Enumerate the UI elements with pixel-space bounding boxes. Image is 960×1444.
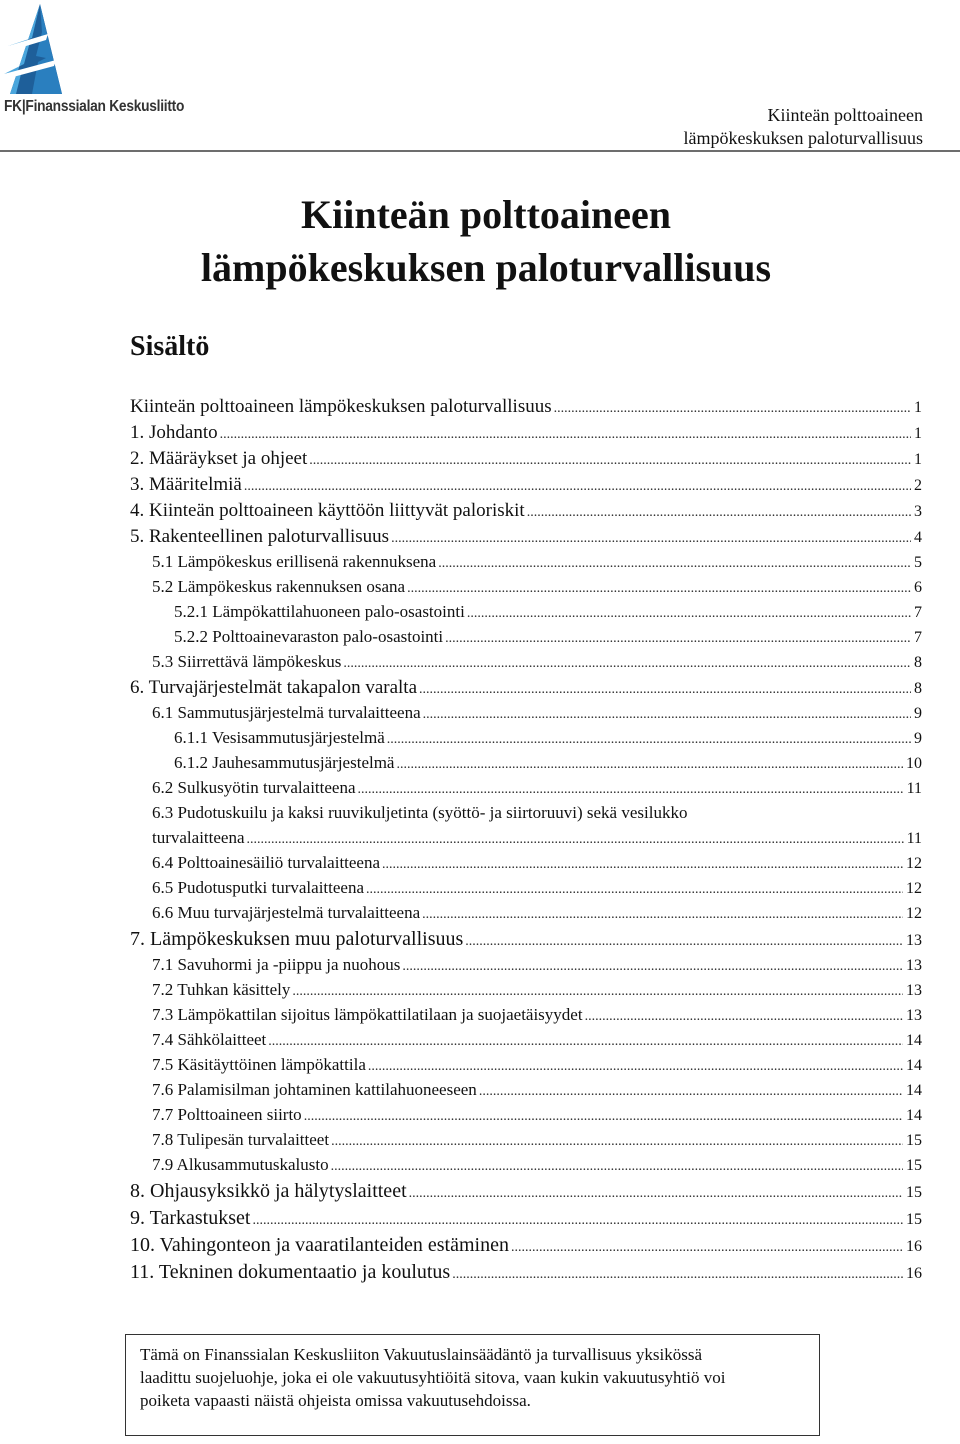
toc-leader xyxy=(479,1084,903,1100)
disclaimer-box xyxy=(125,1334,820,1436)
toc-entry-page: 1 xyxy=(914,451,922,468)
toc-entry[interactable] xyxy=(130,1005,922,1030)
toc-entry-label: 6.3 Pudotuskuilu ja kaksi ruuvikuljetinta (syöttö- ja siirtoruuvi) sekä vesilukko xyxy=(152,803,688,822)
toc-entry-page: 14 xyxy=(906,1107,922,1124)
toc-heading: Sisältö xyxy=(130,331,210,362)
toc-entry-label: 6.6 Muu turvajärjestelmä turvalaitteena xyxy=(152,903,421,922)
toc-entry-page: 12 xyxy=(906,880,922,897)
disclaimer-line2: laadittu suojeluohje, joka ei ole vakuutusyhtiöitä sitova, vaan kukin vakuutusyhtiö voi xyxy=(140,1368,726,1387)
toc-entry[interactable] xyxy=(130,980,922,1005)
toc-leader xyxy=(423,707,911,723)
toc-entry-page: 3 xyxy=(914,503,922,520)
logo-text: FK|Finanssialan Keskusliitto xyxy=(4,98,185,115)
toc-leader xyxy=(358,782,904,798)
toc-entry-page: 7 xyxy=(914,604,922,621)
toc-entry-page: 5 xyxy=(914,554,922,571)
toc-entry[interactable] xyxy=(130,878,922,903)
toc-entry-label: 3. Määritelmiä xyxy=(130,474,242,495)
toc-leader xyxy=(382,857,903,873)
toc-leader xyxy=(309,453,911,469)
toc-entry-label: 7.1 Savuhormi ja -piippu ja nuohous xyxy=(152,955,401,974)
running-header-line1: Kiinteän polttoaineen xyxy=(767,105,923,125)
toc-leader xyxy=(407,581,911,597)
toc-entry[interactable] xyxy=(130,778,922,803)
toc-leader xyxy=(292,984,903,1000)
toc-entry[interactable] xyxy=(130,1030,922,1055)
toc-leader xyxy=(419,682,911,698)
toc-entry[interactable] xyxy=(130,500,922,526)
disclaimer-line1: Tämä on Finanssialan Keskusliiton Vakuutuslainsäädäntö ja turvallisuus yksikössä xyxy=(140,1345,703,1364)
toc-entry[interactable] xyxy=(130,677,922,703)
toc-entry[interactable] xyxy=(130,803,922,853)
toc-leader xyxy=(331,1159,903,1175)
toc-entry-page: 8 xyxy=(914,680,922,697)
toc-entry[interactable] xyxy=(130,448,922,474)
toc-leader xyxy=(368,1059,903,1075)
toc-entry-label: 5.1 Lämpökeskus erillisenä rakennuksena xyxy=(152,552,437,571)
toc-entry-label: 5.3 Siirrettävä lämpökeskus xyxy=(152,652,342,671)
toc-entry-page: 13 xyxy=(906,982,922,999)
toc-entry-label: 7.8 Tulipesän turvalaitteet xyxy=(152,1130,330,1149)
running-header xyxy=(684,104,923,150)
toc-entry-page: 13 xyxy=(906,1007,922,1024)
toc-entry-label: 7.6 Palamisilman johtaminen kattilahuoneeseen xyxy=(152,1080,477,1099)
toc-entry-label: 6.1.1 Vesisammutusjärjestelmä xyxy=(174,728,385,747)
toc-leader xyxy=(366,882,903,898)
toc-leader xyxy=(220,427,911,443)
toc-entry-page: 2 xyxy=(914,477,922,494)
toc-entry-label: 7.7 Polttoaineen siirto xyxy=(152,1105,302,1124)
toc-entry-page: 16 xyxy=(906,1238,922,1255)
toc-entry-label: 11. Tekninen dokumentaatio ja koulutus xyxy=(130,1261,451,1283)
toc-entry-label: 2. Määräykset ja ohjeet xyxy=(130,448,308,469)
toc-leader xyxy=(343,656,911,672)
toc-entry-label: 7.2 Tuhkan käsittely xyxy=(152,980,291,999)
toc-entry-page: 1 xyxy=(914,425,922,442)
toc-entry-label: 7.3 Lämpökattilan sijoitus lämpökattilatilaan ja suojaetäisyydet xyxy=(152,1005,583,1024)
toc-entry-page: 15 xyxy=(906,1157,922,1174)
toc-entry[interactable] xyxy=(130,1105,922,1130)
toc-leader xyxy=(402,959,903,975)
toc-entry-label: 10. Vahingonteon ja vaaratilanteiden estäminen xyxy=(130,1234,509,1256)
toc-entry-label: 7.5 Käsitäyttöinen lämpökattila xyxy=(152,1055,366,1074)
toc-entry-page: 8 xyxy=(914,654,922,671)
toc-entry-label: 6.1 Sammutusjärjestelmä turvalaitteena xyxy=(152,703,421,722)
toc-entry[interactable] xyxy=(130,853,922,878)
toc-leader xyxy=(247,832,904,848)
toc-entry[interactable] xyxy=(130,1080,922,1105)
toc-leader xyxy=(554,401,911,417)
toc-entry[interactable] xyxy=(130,1055,922,1080)
toc-entry[interactable] xyxy=(130,955,922,980)
toc-entry[interactable] xyxy=(130,1180,922,1207)
toc-entry-label: 7.9 Alkusammutuskalusto xyxy=(152,1155,329,1174)
toc-leader xyxy=(409,1186,903,1202)
toc-entry[interactable] xyxy=(130,652,922,677)
toc-entry[interactable] xyxy=(130,1234,922,1261)
toc-entry-label: 1. Johdanto xyxy=(130,422,218,443)
toc-entry-label: 5.2.2 Polttoainevaraston palo-osastointi xyxy=(174,627,444,646)
toc-entry-page: 10 xyxy=(906,755,922,772)
toc-entry[interactable] xyxy=(130,1261,922,1288)
toc-entry[interactable] xyxy=(130,1155,922,1180)
toc-leader xyxy=(252,1213,903,1229)
toc-leader xyxy=(391,531,911,547)
toc-entry[interactable] xyxy=(130,602,922,627)
toc-entry-label: 7.4 Sähkölaitteet xyxy=(152,1030,267,1049)
toc-entry[interactable] xyxy=(130,728,922,753)
toc-entry[interactable] xyxy=(130,928,922,955)
toc-entry[interactable] xyxy=(130,903,922,928)
toc-entry-page: 6 xyxy=(914,579,922,596)
toc-leader xyxy=(331,1134,903,1150)
toc-entry[interactable] xyxy=(130,474,922,500)
toc-leader xyxy=(304,1109,903,1125)
logo xyxy=(2,2,192,120)
toc-entry-page: 11 xyxy=(906,780,922,797)
toc-leader xyxy=(268,1034,903,1050)
toc-leader xyxy=(396,757,903,773)
toc-leader xyxy=(585,1009,903,1025)
toc-entry[interactable] xyxy=(130,422,922,448)
toc-entry-label-continued: turvalaitteena xyxy=(152,828,245,847)
toc-entry[interactable] xyxy=(130,577,922,602)
toc-leader xyxy=(422,907,903,923)
toc-entry-page: 9 xyxy=(914,705,922,722)
toc-leader xyxy=(511,1240,903,1256)
toc-entry-page: 15 xyxy=(906,1184,922,1201)
toc-entry[interactable] xyxy=(130,703,922,728)
toc-entry-page: 15 xyxy=(906,1132,922,1149)
toc-entry-label: 5. Rakenteellinen paloturvallisuus xyxy=(130,526,390,547)
document-title-line1: Kiinteän polttoaineen xyxy=(300,192,672,237)
toc-entry-page: 11 xyxy=(906,830,922,847)
toc-entry[interactable] xyxy=(130,526,922,552)
toc-entry-page: 14 xyxy=(906,1057,922,1074)
toc-entry-label: 8. Ohjausyksikkö ja hälytyslaitteet xyxy=(130,1180,407,1202)
toc-entry-page: 14 xyxy=(906,1032,922,1049)
toc-leader xyxy=(244,479,911,495)
toc-leader xyxy=(467,606,911,622)
toc-entry-label: 4. Kiinteän polttoaineen käyttöön liittyvät paloriskit xyxy=(130,500,525,521)
toc-entry[interactable] xyxy=(130,1207,922,1234)
toc-entry-page: 4 xyxy=(914,529,922,546)
document-title-line2: lämpökeskuksen paloturvallisuus xyxy=(200,245,772,290)
toc-entry-label: 7. Lämpökeskuksen muu paloturvallisuus xyxy=(130,928,464,950)
table-of-contents xyxy=(130,396,922,1288)
toc-entry-label: Kiinteän polttoaineen lämpökeskuksen paloturvallisuus xyxy=(130,396,552,417)
toc-entry-page: 12 xyxy=(906,855,922,872)
toc-leader xyxy=(445,631,911,647)
toc-entry-page: 13 xyxy=(906,957,922,974)
toc-leader xyxy=(438,556,911,572)
header-divider xyxy=(0,150,960,152)
toc-entry-page: 15 xyxy=(906,1211,922,1228)
toc-entry-label: 5.2 Lämpökeskus rakennuksen osana xyxy=(152,577,406,596)
toc-entry-page: 7 xyxy=(914,629,922,646)
toc-entry[interactable] xyxy=(130,627,922,652)
toc-entry-page: 9 xyxy=(914,730,922,747)
toc-entry-page: 13 xyxy=(906,932,922,949)
toc-entry[interactable] xyxy=(130,396,922,422)
toc-entry-label: 6.1.2 Jauhesammutusjärjestelmä xyxy=(174,753,395,772)
toc-entry-label: 5.2.1 Lämpökattilahuoneen palo-osastointi xyxy=(174,602,465,621)
toc-leader xyxy=(387,732,911,748)
toc-entry-label: 6.2 Sulkusyötin turvalaitteena xyxy=(152,778,356,797)
running-header-line2: lämpökeskuksen paloturvallisuus xyxy=(683,128,923,148)
disclaimer-line3: poiketa vapaasti näistä ohjeista omissa vakuutusehdoissa. xyxy=(140,1391,531,1410)
toc-entry[interactable] xyxy=(130,753,922,778)
logo-mark-icon xyxy=(2,2,82,102)
toc-leader xyxy=(465,934,903,950)
toc-entry-label: 6.5 Pudotusputki turvalaitteena xyxy=(152,878,364,897)
toc-entry-page: 12 xyxy=(906,905,922,922)
document-title xyxy=(126,188,846,294)
toc-entry[interactable] xyxy=(130,1130,922,1155)
toc-entry-label: 6. Turvajärjestelmät takapalon varalta xyxy=(130,677,418,698)
toc-leader xyxy=(452,1267,903,1283)
toc-entry-page: 14 xyxy=(906,1082,922,1099)
toc-entry-page: 1 xyxy=(914,399,922,416)
toc-entry[interactable] xyxy=(130,552,922,577)
toc-entry-label: 9. Tarkastukset xyxy=(130,1207,251,1229)
toc-entry-page: 16 xyxy=(906,1265,922,1282)
toc-entry-label: 6.4 Polttoainesäiliö turvalaitteena xyxy=(152,853,381,872)
toc-leader xyxy=(527,505,911,521)
